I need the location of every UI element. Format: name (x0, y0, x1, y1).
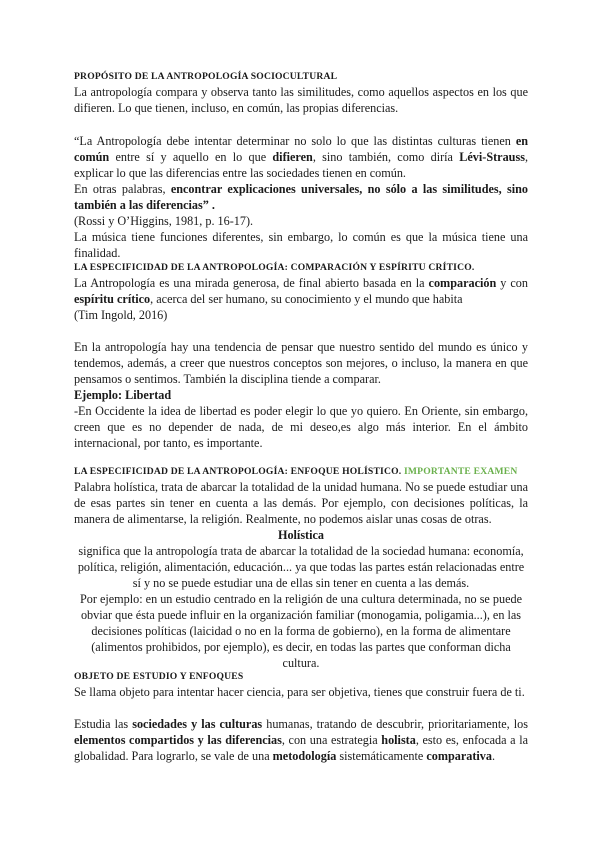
heading-comparacion: LA ESPECIFICIDAD DE LA ANTROPOLOGÍA: COMPARACIÓN Y ESPÍRITU CRÍTICO. (74, 262, 475, 273)
paragraph-ejemplo-religion: Por ejemplo: en un estudio centrado en la religión de una cultura determinada, no se puede obviar que ésta puede influir en la organización familiar (monogamia, poligamia...), en las decisiones políticas (laicidad o no en la forma de gobierno), en la forma de alimentare (alimentos prohibidos, por ejemplo), es decir, en todas las partes que conforman dicha cultura. (80, 592, 522, 670)
paragraph-estudia: Estudia las sociedades y las culturas humanas, tratando de descubrir, prioritariamente, los elementos compartidos y las diferencias, con una estrategia holista, esto es, enfocada a la globalidad. Para lograrlo, se vale de una metodología sistemáticamente comparativa. (74, 717, 528, 763)
quote-levi-strauss: “La Antropología debe intentar determinar no solo lo que las distintas culturas tienen en común entre sí y aquello en lo que difieren, sino también, como diría Lévi-Strauss, explicar lo que las diferencias entre las sociedades tienen en común. (74, 134, 528, 180)
heading-objeto-estudio: OBJETO DE ESTUDIO Y ENFOQUES (74, 671, 244, 682)
paragraph-mirada: La Antropología es una mirada generosa, de final abierto basada en la comparación y con espíritu crítico, acerca del ser humano, su conocimiento y el mundo que habita (74, 276, 528, 306)
citation-ingold: (Tim Ingold, 2016) (74, 308, 168, 322)
paragraph-tendencia: En la antropología hay una tendencia de pensar que nuestro sentido del mundo es único y tendemos, además, a creer que nuestros conceptos son mejores, o incluso, la manera en que pensamos o sentimos. También la disciplina tiende a comparar. (74, 340, 528, 386)
paragraph-holistica-centered: significa que la antropología trata de abarcar la totalidad de la sociedad humana: economía, política, religión, alimentación, educación... ya que todas las partes están relacionadas entre sí y no se puede estudiar una de ellas sin tener en cuenta a las demás. (77, 544, 525, 590)
paragraph-objeto: Se llama objeto para intentar hacer ciencia, para ser objetiva, tienes que construir fuera de ti. (74, 685, 525, 699)
paragraph-otras-palabras: En otras palabras, encontrar explicaciones universales, no sólo a las similitudes, sino también a las diferencias” . (74, 182, 528, 212)
paragraph-holistica: Palabra holística, trata de abarcar la totalidad de la unidad humana. No se puede estudiar una de esas partes sin tener en cuenta a las demás. Por ejemplo, con decisiones políticas, la manera de alimentarse, la religión. Realmente, no podemos aislar unas cosas de otras. (74, 480, 528, 526)
paragraph-proposito: La antropología compara y observa tanto las similitudes, como aquellos aspectos en los que difieren. Lo que tienen, incluso, en común, las propias diferencias. (74, 85, 528, 115)
example-label: Ejemplo: Libertad (74, 388, 172, 402)
heading-proposito: PROPÓSITO DE LA ANTROPOLOGÍA SOCIOCULTURAL (74, 71, 338, 82)
heading-holistico: LA ESPECIFICIDAD DE LA ANTROPOLOGÍA: ENFOQUE HOLÍSTICO. IMPORTANTE EXAMEN (74, 466, 518, 477)
paragraph-libertad: -En Occidente la idea de libertad es poder elegir lo que yo quiero. En Oriente, sin embargo, creen que es no depender de nada, de mi deseo,es algo más interior. En el ámbito internacional, por tanto, es importante. (74, 404, 528, 450)
paragraph-musica: La música tiene funciones diferentes, sin embargo, lo común es que la música tiene una finalidad. (74, 230, 528, 260)
citation-rossi: (Rossi y O’Higgins, 1981, p. 16-17). (74, 214, 254, 228)
subheading-holistica: Holística (277, 528, 325, 542)
highlight-importante-examen: IMPORTANTE EXAMEN (401, 466, 518, 477)
